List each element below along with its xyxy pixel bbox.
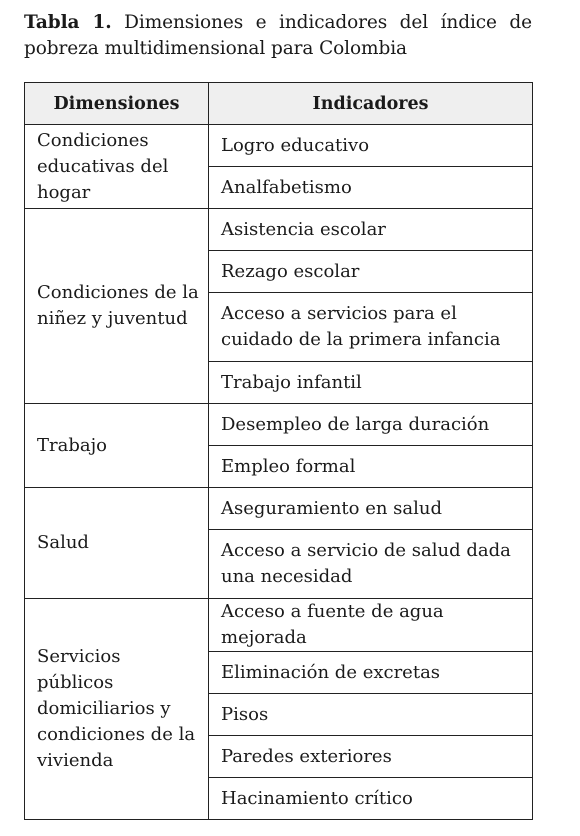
poverty-index-table	[24, 82, 533, 820]
dimension-cell: Servicios públicos domiciliarios y condiciones de la vivienda	[25, 599, 209, 820]
table-row	[25, 599, 533, 652]
indicator-cell: Hacinamiento crítico	[209, 778, 533, 820]
table-row	[25, 209, 533, 251]
table-row	[25, 404, 533, 446]
indicator-cell: Acceso a servicios para el cuidado de la primera infancia	[209, 293, 533, 362]
indicator-cell: Pisos	[209, 694, 533, 736]
table-header-row	[25, 83, 533, 125]
column-header-indicators: Indicadores	[209, 83, 533, 125]
indicator-cell: Analfabetismo	[209, 167, 533, 209]
indicator-cell: Rezago escolar	[209, 251, 533, 293]
column-header-dimensions: Dimensiones	[25, 83, 209, 125]
table-caption-text: Dimensiones e indicadores del índice de pobreza multidimensional para Colombia	[24, 12, 532, 59]
indicator-cell: Aseguramiento en salud	[209, 488, 533, 530]
table-caption	[24, 10, 532, 62]
table-caption-label: Tabla 1.	[24, 12, 112, 33]
indicator-cell: Acceso a fuente de agua mejorada	[209, 599, 533, 652]
dimension-cell: Salud	[25, 488, 209, 599]
table-row	[25, 125, 533, 167]
indicator-cell: Logro educativo	[209, 125, 533, 167]
indicator-cell: Eliminación de excretas	[209, 652, 533, 694]
indicator-cell: Acceso a servicio de salud dada una necesidad	[209, 530, 533, 599]
indicator-cell: Trabajo infantil	[209, 362, 533, 404]
dimension-cell: Condiciones educativas del hogar	[25, 125, 209, 209]
indicator-cell: Paredes exteriores	[209, 736, 533, 778]
dimension-cell: Condiciones de la niñez y juventud	[25, 209, 209, 404]
table-row	[25, 488, 533, 530]
indicator-cell: Empleo formal	[209, 446, 533, 488]
indicator-cell: Asistencia escolar	[209, 209, 533, 251]
dimension-cell: Trabajo	[25, 404, 209, 488]
indicator-cell: Desempleo de larga duración	[209, 404, 533, 446]
